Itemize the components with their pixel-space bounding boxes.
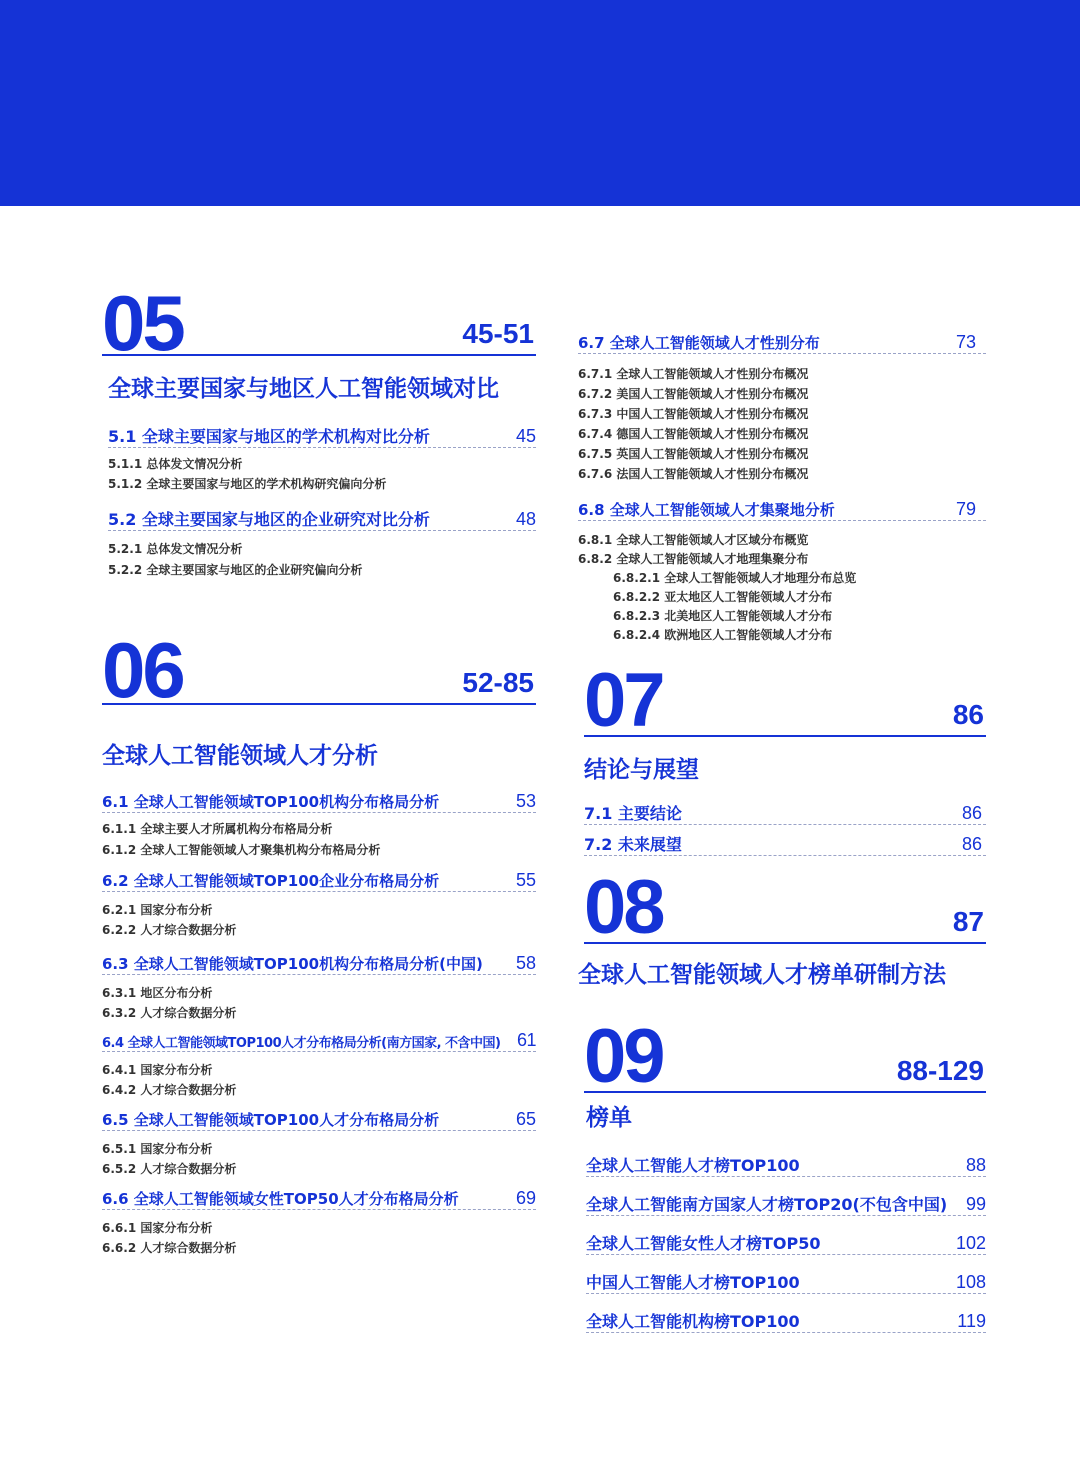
ranking-row-4-label: 中国人工智能人才榜TOP100 xyxy=(586,1273,800,1292)
subsection-6-8-page: 79 xyxy=(955,499,976,519)
section-09-rows xyxy=(586,1140,986,1333)
header-banner xyxy=(0,0,1080,206)
subsection-6-5 xyxy=(102,1106,536,1179)
ranking-row-1-label: 全球人工智能人才榜TOP100 xyxy=(586,1156,800,1175)
subsection-7-2-row[interactable] xyxy=(584,825,986,856)
item-6-2-2: 6.2.2 人才综合数据分析 xyxy=(102,923,237,937)
ranking-row-5-page: 119 xyxy=(957,1311,986,1331)
item-6-7-2: 6.7.2 美国人工智能领域人才性别分布概况 xyxy=(578,387,809,401)
subsection-7-1-page: 86 xyxy=(961,803,982,823)
section-06-title: 全球人工智能领域人才分析 xyxy=(102,743,378,769)
item-6-8-2-3: 6.8.2.3 北美地区人工智能领域人才分布 xyxy=(613,609,833,623)
ranking-row-2[interactable] xyxy=(586,1177,986,1216)
section-05 xyxy=(102,280,536,581)
ranking-row-3-label: 全球人工智能女性人才榜TOP50 xyxy=(586,1234,821,1253)
subsection-6-1-label: 6.1 全球人工智能领域TOP100机构分布格局分析 xyxy=(102,793,440,811)
subsection-6-4 xyxy=(102,1029,536,1100)
item-5-2-2: 5.2.2 全球主要国家与地区的企业研究偏向分析 xyxy=(108,563,363,577)
item-6-7-1: 6.7.1 全球人工智能领域人才性别分布概况 xyxy=(578,367,809,381)
subsection-6-1-row[interactable] xyxy=(102,788,536,813)
subsection-6-7-label: 6.7 全球人工智能领域人才性别分布 xyxy=(578,334,820,352)
subsection-6-3-label: 6.3 全球人工智能领域TOP100机构分布格局分析(中国) xyxy=(102,955,483,973)
section-06-page-range: 52-85 xyxy=(462,667,534,698)
section-08-header xyxy=(584,865,986,950)
item-6-5-1: 6.5.1 国家分布分析 xyxy=(102,1142,213,1156)
subsection-6-2-page: 55 xyxy=(515,870,536,890)
ranking-row-4-page: 108 xyxy=(955,1272,986,1292)
item-6-6-1: 6.6.1 国家分布分析 xyxy=(102,1221,213,1235)
item-6-7-6: 6.7.6 法国人工智能领域人才性别分布概况 xyxy=(578,467,809,481)
item-6-2-1: 6.2.1 国家分布分析 xyxy=(102,903,213,917)
subsection-6-2-items xyxy=(102,900,536,940)
subsection-6-5-label: 6.5 全球人工智能领域TOP100人才分布格局分析 xyxy=(102,1111,440,1129)
section-05-title: 全球主要国家与地区人工智能领域对比 xyxy=(108,376,499,402)
section-09 xyxy=(578,1014,986,1333)
item-6-3-2: 6.3.2 人才综合数据分析 xyxy=(102,1006,237,1020)
item-6-1-1: 6.1.1 全球主要人才所属机构分布格局分析 xyxy=(102,822,333,836)
subsection-6-2-label: 6.2 全球人工智能领域TOP100企业分布格局分析 xyxy=(102,872,440,890)
subsection-5-2-label: 5.2 全球主要国家与地区的企业研究对比分析 xyxy=(108,510,430,529)
subsection-7-2-page: 86 xyxy=(961,834,982,854)
subsection-6-3 xyxy=(102,950,536,1023)
item-6-5-2: 6.5.2 人才综合数据分析 xyxy=(102,1162,237,1176)
subsection-6-2-row[interactable] xyxy=(102,867,536,892)
item-6-7-5: 6.7.5 英国人工智能领域人才性别分布概况 xyxy=(578,447,809,461)
ranking-row-2-page: 99 xyxy=(965,1194,986,1214)
subsection-6-8 xyxy=(578,494,986,645)
section-07-title: 结论与展望 xyxy=(584,757,699,783)
section-07-rows xyxy=(584,796,986,856)
item-5-1-2: 5.1.2 全球主要国家与地区的学术机构研究偏向分析 xyxy=(108,477,387,491)
item-6-7-3: 6.7.3 中国人工智能领域人才性别分布概况 xyxy=(578,407,809,421)
subsection-6-1 xyxy=(102,788,536,861)
section-08-title: 全球人工智能领域人才榜单研制方法 xyxy=(578,962,946,988)
item-6-8-1: 6.8.1 全球人工智能领域人才区域分布概览 xyxy=(578,533,809,547)
item-5-2-1: 5.2.1 总体发文情况分析 xyxy=(108,542,243,556)
subsection-5-1-page: 45 xyxy=(515,426,536,446)
item-6-6-2: 6.6.2 人才综合数据分析 xyxy=(102,1241,237,1255)
subsection-6-8-row[interactable] xyxy=(578,494,986,521)
section-06-header xyxy=(102,626,536,714)
subsection-6-4-items xyxy=(102,1060,536,1100)
subsection-6-6-row[interactable] xyxy=(102,1185,536,1210)
ranking-row-5-label: 全球人工智能机构榜TOP100 xyxy=(586,1312,800,1331)
subsection-5-2-items xyxy=(108,539,536,581)
item-6-1-2: 6.1.2 全球人工智能领域人才聚集机构分布格局分析 xyxy=(102,843,381,857)
subsection-5-2-page: 48 xyxy=(515,509,536,529)
subsection-6-5-items xyxy=(102,1139,536,1179)
section-09-page-range: 88-129 xyxy=(896,1055,984,1086)
item-6-4-2: 6.4.2 人才综合数据分析 xyxy=(102,1083,237,1097)
subsection-6-4-row[interactable] xyxy=(102,1029,536,1052)
subsection-6-5-page: 65 xyxy=(515,1109,536,1129)
ranking-row-4[interactable] xyxy=(586,1255,986,1294)
item-5-1-1: 5.1.1 总体发文情况分析 xyxy=(108,457,243,471)
section-08-number: 08 xyxy=(584,865,663,950)
section-08-page-range: 87 xyxy=(952,906,984,937)
section-07-number: 07 xyxy=(584,658,663,743)
subsection-5-1-items xyxy=(108,454,536,494)
ranking-row-3-page: 102 xyxy=(955,1233,986,1253)
section-05-number: 05 xyxy=(102,279,183,367)
subsection-6-6-label: 6.6 全球人工智能领域女性TOP50人才分布格局分析 xyxy=(102,1190,459,1208)
item-6-8-2-2: 6.8.2.2 亚太地区人工智能领域人才分布 xyxy=(613,590,833,604)
section-06-number: 06 xyxy=(102,626,183,714)
subsection-6-3-row[interactable] xyxy=(102,950,536,975)
subsection-6-7-row[interactable] xyxy=(578,325,986,354)
section-09-header xyxy=(584,1014,986,1099)
subsection-6-6-items xyxy=(102,1218,536,1258)
ranking-row-5[interactable] xyxy=(586,1294,986,1333)
subsection-6-2 xyxy=(102,867,536,940)
section-09-number: 09 xyxy=(584,1014,663,1099)
subsection-6-3-page: 58 xyxy=(515,953,536,973)
section-09-title: 榜单 xyxy=(586,1105,632,1131)
ranking-row-3[interactable] xyxy=(586,1216,986,1255)
section-06 xyxy=(102,627,536,1258)
ranking-row-1-page: 88 xyxy=(965,1155,986,1175)
section-08 xyxy=(578,865,986,989)
subsection-6-4-label: 6.4 全球人工智能领域TOP100人才分布格局分析(南方国家, 不含中国) xyxy=(102,1036,501,1051)
subsection-6-8-items xyxy=(578,531,986,645)
subsection-5-1-label: 5.1 全球主要国家与地区的学术机构对比分析 xyxy=(108,427,430,446)
subsection-5-1-row[interactable] xyxy=(108,421,536,448)
item-6-3-1: 6.3.1 地区分布分析 xyxy=(102,986,213,1000)
subsection-6-8-label: 6.8 全球人工智能领域人才集聚地分析 xyxy=(578,501,835,519)
section-07-header xyxy=(584,658,986,743)
section-07-page-range: 86 xyxy=(952,699,984,730)
ranking-row-2-label: 全球人工智能南方国家人才榜TOP20(不包含中国) xyxy=(586,1195,948,1214)
subsection-6-6 xyxy=(102,1185,536,1258)
ranking-row-1[interactable] xyxy=(586,1140,986,1177)
item-6-4-1: 6.4.1 国家分布分析 xyxy=(102,1063,213,1077)
subsection-6-6-page: 69 xyxy=(515,1188,536,1208)
subsection-6-4-page: 61 xyxy=(516,1030,536,1050)
toc-left-column xyxy=(102,280,536,1258)
subsection-6-7-items xyxy=(578,364,986,484)
subsection-6-5-row[interactable] xyxy=(102,1106,536,1131)
subsection-7-2-label: 7.2 未来展望 xyxy=(584,835,682,854)
subsection-6-1-page: 53 xyxy=(515,791,536,811)
toc-right-column xyxy=(578,325,986,1333)
subsection-6-7-page: 73 xyxy=(955,332,976,352)
item-6-8-2-4: 6.8.2.4 欧洲地区人工智能领域人才分布 xyxy=(613,628,833,642)
section-05-header xyxy=(102,279,536,367)
subsection-5-2-row[interactable] xyxy=(108,504,536,531)
subsection-7-1-label: 7.1 主要结论 xyxy=(584,804,682,823)
section-05-page-range: 45-51 xyxy=(462,318,534,349)
subsection-5-1 xyxy=(108,421,536,494)
subsection-6-7 xyxy=(578,325,986,484)
section-07 xyxy=(578,658,986,856)
item-6-8-2-1: 6.8.2.1 全球人工智能领域人才地理分布总览 xyxy=(613,571,857,585)
subsection-6-3-items xyxy=(102,983,536,1023)
subsection-5-2 xyxy=(108,504,536,581)
subsection-7-1-row[interactable] xyxy=(584,796,986,825)
item-6-8-2: 6.8.2 全球人工智能领域人才地理集聚分布 xyxy=(578,552,809,566)
item-6-7-4: 6.7.4 德国人工智能领域人才性别分布概况 xyxy=(578,427,809,441)
subsection-6-1-items xyxy=(102,819,536,861)
